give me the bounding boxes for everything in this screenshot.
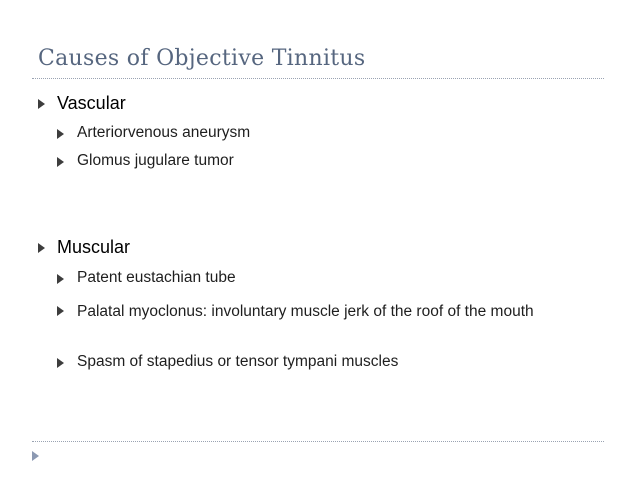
list-item: Glomus jugulare tumor (77, 152, 234, 169)
triangle-bullet-icon (57, 157, 64, 167)
list-item: Palatal myoclonus: involuntary muscle jerk of the roof of the mouth (77, 303, 534, 320)
slide-title: Causes of Objective Tinnitus (38, 46, 366, 71)
triangle-bullet-icon (57, 274, 64, 284)
footer-divider (32, 441, 604, 442)
section-heading-muscular: Muscular (57, 237, 131, 257)
triangle-bullet-icon (38, 99, 45, 109)
list-item: Spasm of stapedius or tensor tympani muscles (77, 353, 399, 370)
list-item: Arteriorvenous aneurysm (77, 124, 251, 141)
triangle-bullet-icon (57, 358, 64, 368)
triangle-bullet-icon (57, 306, 64, 316)
title-divider (32, 78, 604, 79)
triangle-bullet-icon (38, 243, 45, 253)
section-heading-vascular: Vascular (57, 93, 126, 113)
triangle-bullet-icon (57, 129, 64, 139)
triangle-marker-icon (32, 451, 39, 461)
list-item: Patent eustachian tube (77, 269, 236, 286)
